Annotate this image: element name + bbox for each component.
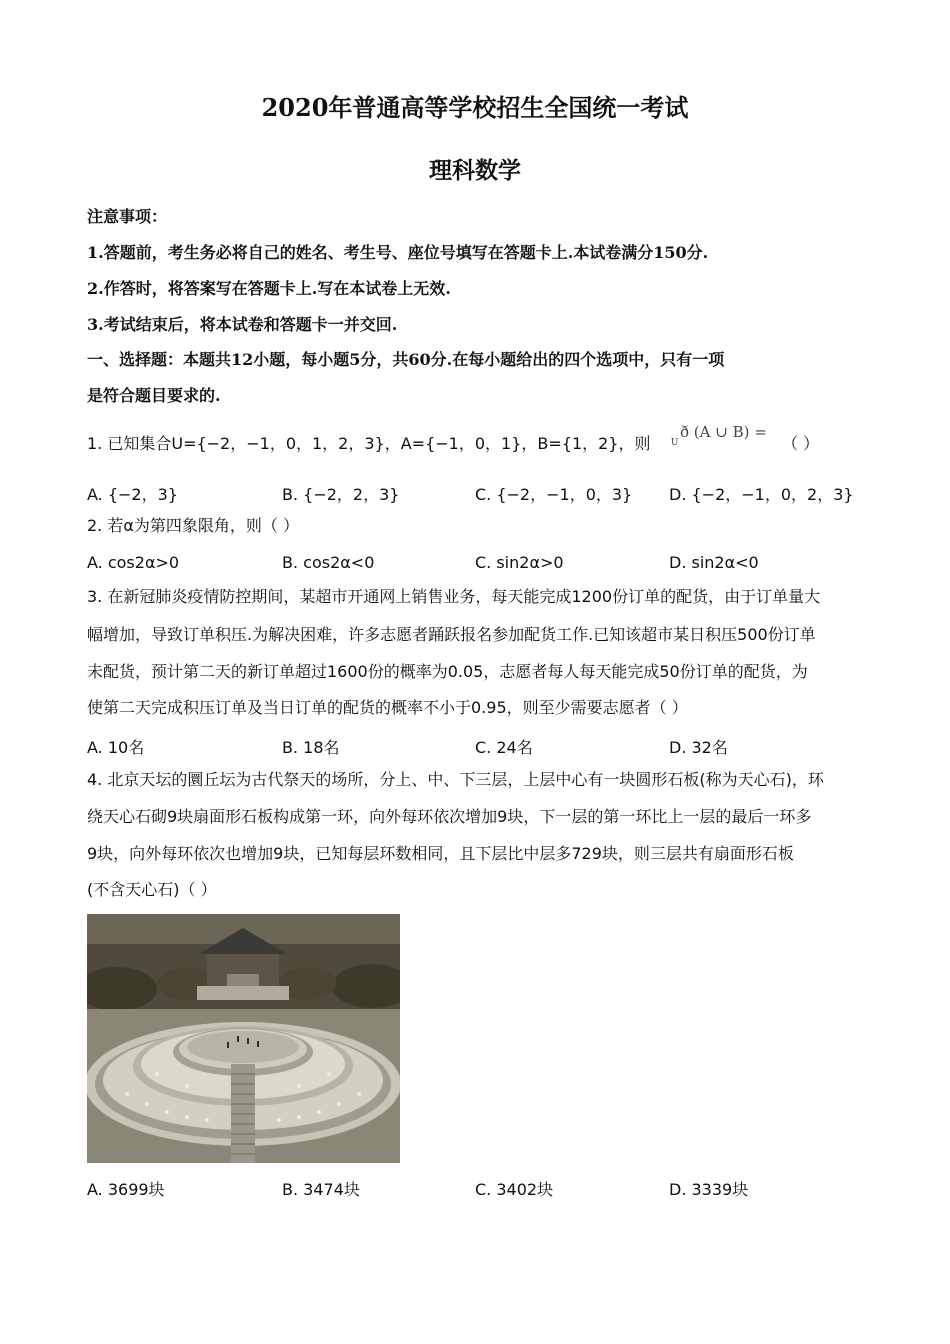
q1-option-b: B. {−2，2，3} [282,485,400,504]
complement-subscript: U [670,438,679,448]
question-4-line-3: 9块，向外每环依次也增加9块，已知每层环数相同，且下层比中层多729块，则三层共有扇面形石板 [87,844,794,863]
q2-option-d: D. sin2α<0 [669,553,759,572]
question-3-line-3: 未配货，预计第二天的新订单超过1600份的概率为0.05，志愿者每人每天能完成50份订单的配货，为 [87,662,808,681]
q4-option-d: D. 3339块 [669,1180,749,1199]
q4-option-c: C. 3402块 [475,1180,554,1199]
question-1-text: 1. 已知集合U={−2，−1，0，1，2，3}，A={−1，0，1}，B={1，2}，则 [87,434,651,453]
q2-option-c: C. sin2α>0 [475,553,564,572]
question-1-bracket: （ ） [782,434,820,453]
question-3-line-1: 3. 在新冠肺炎疫情防控期间，某超市开通网上销售业务，每天能完成1200份订单的配货，由于订单量大 [87,587,821,606]
question-4-line-2: 绕天心石砌9块扇面形石板构成第一环，向外每环依次增加9块，下一层的第一环比上一层的最后一环多 [87,807,812,826]
notice-heading: 注意事项： [87,207,168,226]
circular-mound-altar-illustration [87,914,400,1163]
exam-title: 2020年普通高等学校招生全国统一考试 [261,93,689,122]
section-heading-line-2: 是符合题目要求的. [87,386,221,405]
q2-option-a: A. cos2α>0 [87,553,180,572]
question-1-options [87,482,877,504]
section-heading-line-1: 一、选择题：本题共12小题，每小题5分，共60分.在每小题给出的四个选项中，只有一项 [87,350,725,369]
q4-option-b: B. 3474块 [282,1180,360,1199]
notice-item-3: 3.考试结束后，将本试卷和答题卡一并交回. [87,315,398,334]
q3-option-a: A. 10名 [87,738,145,757]
question-3-options [87,735,877,757]
q2-option-b: B. cos2α<0 [282,553,375,572]
question-4-line-4: (不含天心石)（ ） [87,880,217,899]
question-4-options [87,1177,877,1199]
q1-option-a: A. {−2，3} [87,485,178,504]
question-2-options [87,553,877,575]
q3-option-b: B. 18名 [282,738,340,757]
question-4-line-1: 4. 北京天坛的圜丘坛为古代祭天的场所，分上、中、下三层，上层中心有一块圆形石板(称为天心石)，环 [87,770,824,789]
question-2-text: 2. 若α为第四象限角，则（ ） [87,516,299,535]
q3-option-d: D. 32名 [669,738,728,757]
question-3-line-4: 使第二天完成积压订单及当日订单的配货的概率不小于0.95，则至少需要志愿者（ ） [87,698,688,717]
q3-option-c: C. 24名 [475,738,533,757]
question-1-formula [670,423,774,448]
notice-item-2: 2.作答时，将答案写在答题卡上.写在本试卷上无效. [87,279,451,298]
q1-option-c: C. {−2，−1，0，3} [475,485,633,504]
question-3-line-2: 幅增加，导致订单积压.为解决困难，许多志愿者踊跃报名参加配货工作.已知该超市某日积压500份订单 [87,625,816,644]
temple-of-heaven-photo [87,914,400,1163]
q1-option-d: D. {−2，−1，0，2，3} [669,485,854,504]
exam-subtitle: 理科数学 [429,157,521,184]
q4-option-a: A. 3699块 [87,1180,165,1199]
notice-item-1: 1.答题前，考生务必将自己的姓名、考生号、座位号填写在答题卡上.本试卷满分150分. [87,243,709,262]
complement-expression: ð (A ∪ B) = [680,423,767,441]
